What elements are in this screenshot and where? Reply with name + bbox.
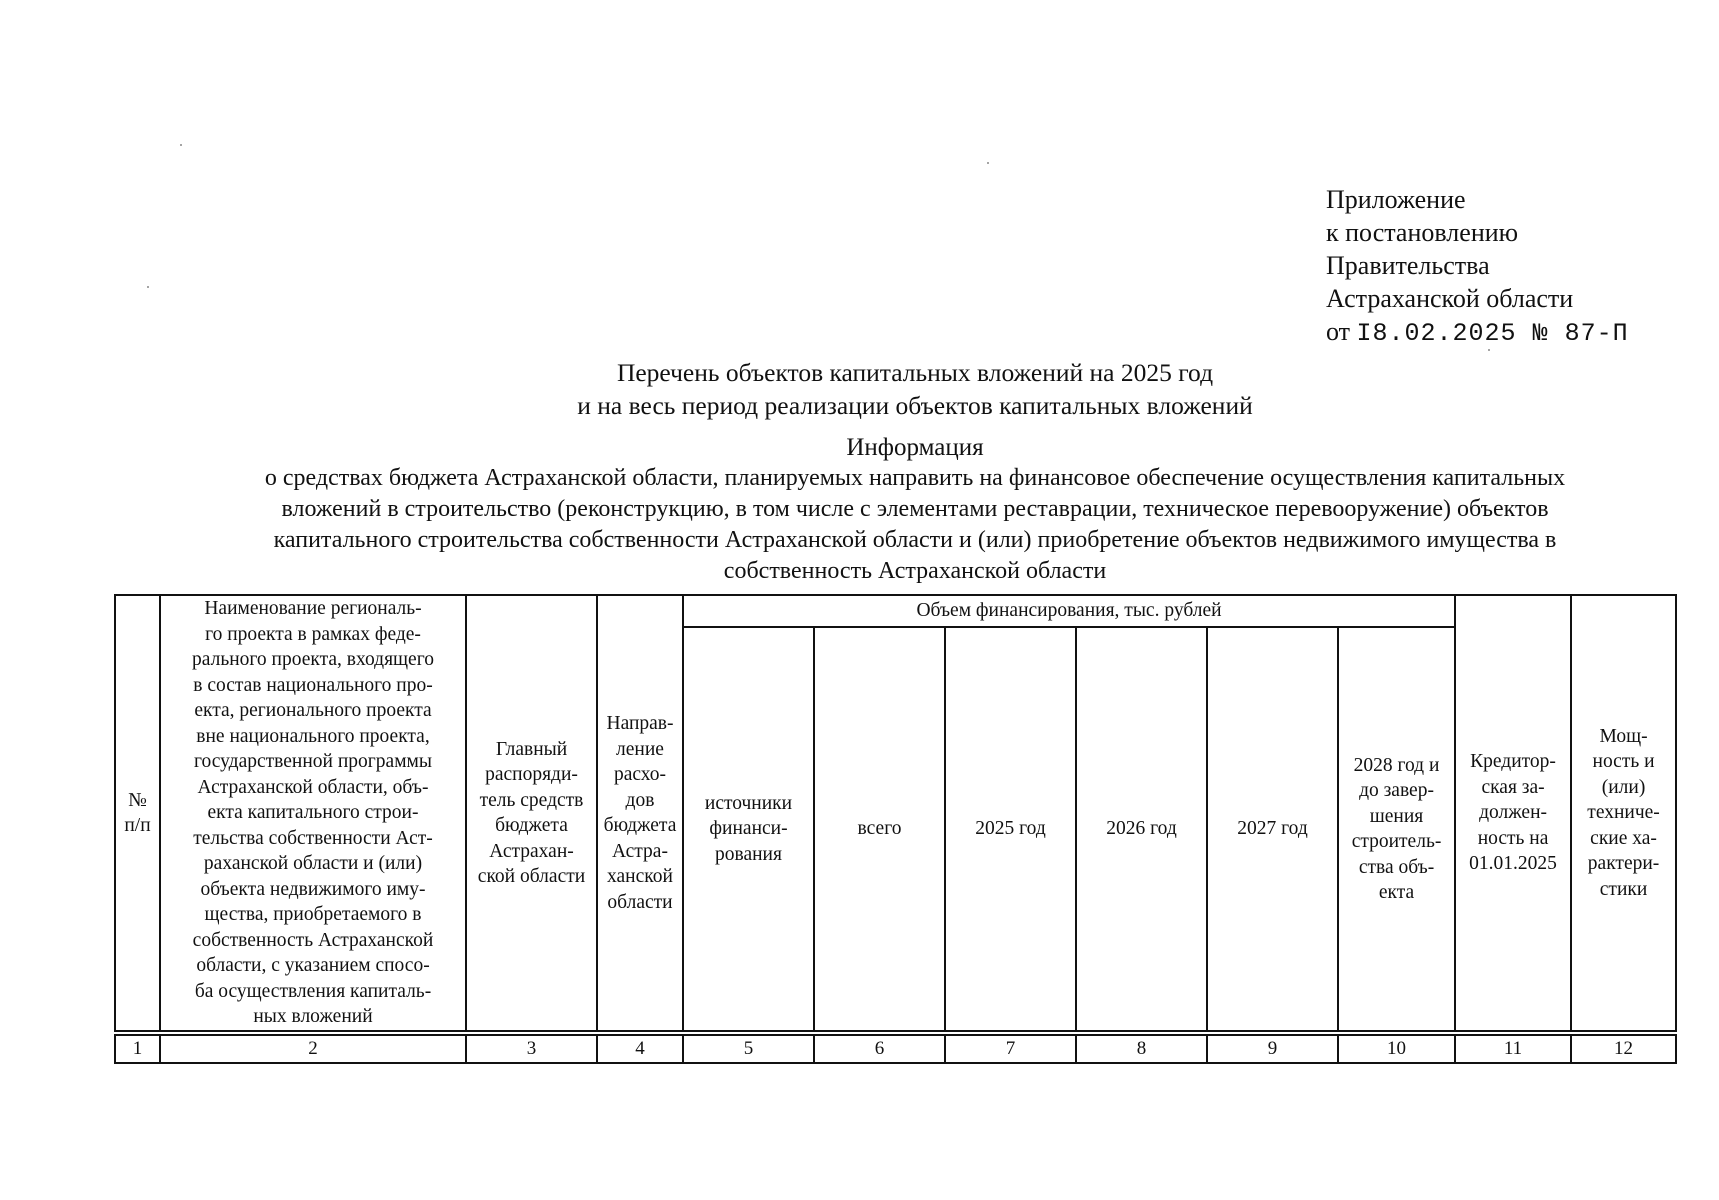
column-number: 6 bbox=[814, 1035, 945, 1063]
info-block bbox=[180, 432, 1650, 587]
capital-investments-table bbox=[114, 594, 1677, 1064]
title-line-1: Перечень объектов капитальных вложений на 2025 год bbox=[616, 358, 1214, 387]
header-total: всего bbox=[814, 627, 945, 1031]
scan-speck bbox=[147, 286, 149, 288]
header-num: № п/п bbox=[115, 595, 160, 1031]
header-2025: 2025 год bbox=[945, 627, 1076, 1031]
header-sources: источники финанси- рования bbox=[683, 627, 814, 1031]
scan-speck bbox=[180, 144, 182, 146]
appendix-date-line bbox=[1326, 315, 1629, 350]
info-line-2: вложений в строительство (реконструкцию, в том числе с элементами реставрации, техническое перевооружение) объектов bbox=[281, 496, 1549, 522]
column-number: 11 bbox=[1455, 1035, 1571, 1063]
title-line-2: и на весь период реализации объектов капитальных вложений bbox=[577, 391, 1253, 420]
column-number: 4 bbox=[597, 1035, 683, 1063]
header-manager: Главный распоряди- тель средств бюджета Астрахан- ской области bbox=[466, 595, 597, 1031]
column-number: 7 bbox=[945, 1035, 1076, 1063]
column-number: 10 bbox=[1338, 1035, 1455, 1063]
column-number: 12 bbox=[1571, 1035, 1676, 1063]
document-title bbox=[0, 356, 1719, 422]
column-number: 9 bbox=[1207, 1035, 1338, 1063]
info-line-1: о средствах бюджета Астраханской области, планируемых направить на финансовое обеспечение осуществления капитальных bbox=[264, 465, 1566, 491]
column-number: 5 bbox=[683, 1035, 814, 1063]
scan-speck bbox=[987, 162, 989, 164]
info-line-4: собственность Астраханской области bbox=[723, 558, 1107, 584]
header-2026: 2026 год bbox=[1076, 627, 1207, 1031]
info-heading: Информация bbox=[846, 434, 984, 461]
column-numbers-row bbox=[115, 1035, 1676, 1063]
header-name: Наименование региональ- го проекта в рамках феде- рального проекта, входящего в состав национального про- екта, регионального проекта вне национального проекта, государственной программы Астраханской области, объ- екта капитального строи- тельства собственности Аст- раханской области и (или) объекта недвижимого иму- щества, приобретаемого в собственность Астраханской области, с указанием спосо- ба осуществления капиталь- ных вложений bbox=[160, 595, 466, 1031]
header-capacity: Мощ- ность и (или) техниче- ские ха- рактери- стики bbox=[1571, 595, 1676, 1031]
appendix-line-1: Приложение bbox=[1326, 185, 1466, 214]
header-2028: 2028 год и до завер- шения строитель- ства объ- екта bbox=[1338, 627, 1455, 1031]
column-number: 8 bbox=[1076, 1035, 1207, 1063]
appendix-line-4: Астраханской области bbox=[1326, 284, 1574, 313]
column-number: 2 bbox=[160, 1035, 466, 1063]
appendix-date-prefix: от bbox=[1326, 317, 1351, 346]
header-2027: 2027 год bbox=[1207, 627, 1338, 1031]
header-direction: Направ- ление расхо- дов бюджета Астра- ханской области bbox=[597, 595, 683, 1031]
header-debt: Кредитор- ская за- должен- ность на 01.01.2025 bbox=[1455, 595, 1571, 1031]
appendix-date-number: I8.02.2025 № 87-П bbox=[1356, 319, 1629, 348]
appendix-line-3: Правительства bbox=[1326, 251, 1490, 280]
column-number: 3 bbox=[466, 1035, 597, 1063]
column-number: 1 bbox=[115, 1035, 160, 1063]
header-funding-group: Объем финансирования, тыс. рублей bbox=[683, 595, 1455, 627]
appendix-line-2: к постановлению bbox=[1326, 218, 1519, 247]
appendix-block bbox=[1326, 183, 1629, 350]
info-line-3: капитального строительства собственности Астраханской области и (или) приобретение объектов недвижимого имущества в bbox=[273, 527, 1557, 553]
